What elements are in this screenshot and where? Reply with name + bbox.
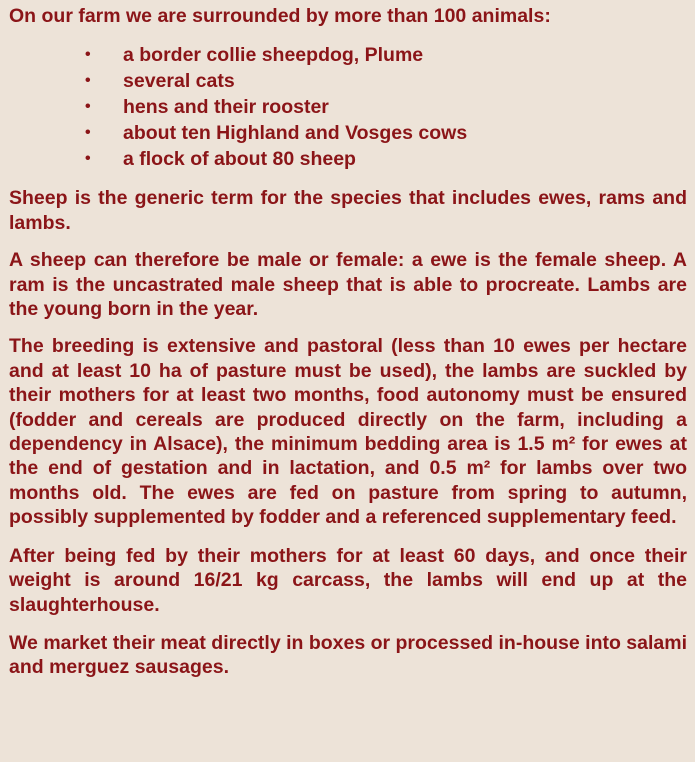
paragraph-slaughter: After being fed by their mothers for at least 60 days, and once their weight is around 16/21 kg carcass, the lambs will end up at the slaughterhouse. — [9, 544, 687, 616]
paragraph-marketing: We market their meat directly in boxes or processed in-house into salami and merguez sausages. — [9, 631, 688, 679]
paragraph-breeding: The breeding is extensive and pastoral (less than 10 ewes per hectare and at least 10 ha of pasture must be used), the lambs are suckled by their mothers for at least two months, food autonomy must be ensured (fodder and cereals are produced directly on the farm, including a dependency in Alsace), the minimum bedding area is 1.5 m² for ewes at the end of gestation and in lactation, and 0.5 m² for lambs over two months old. The ewes are fed on pasture from spring to autumn, possibly supplemented by fodder and a referenced supplementary feed. — [9, 335, 687, 529]
bullet-icon: • — [85, 46, 91, 64]
bullet-icon: • — [85, 72, 91, 90]
intro-text: On our farm we are surrounded by more than 100 animals: — [9, 5, 551, 27]
list-item-text: a border collie sheepdog, Plume — [123, 44, 424, 67]
list-item-text: hens and their rooster — [123, 96, 329, 119]
bullet-icon: • — [85, 98, 91, 116]
list-item-text: about ten Highland and Vosges cows — [123, 122, 468, 145]
list-item-text: several cats — [123, 70, 235, 93]
list-item — [9, 120, 687, 146]
animal-list — [9, 42, 687, 172]
list-item — [9, 42, 687, 68]
bullet-icon: • — [85, 124, 91, 142]
list-item — [9, 94, 687, 120]
list-item — [9, 146, 687, 172]
list-item — [9, 68, 687, 94]
paragraph-sheep-sexes: A sheep can therefore be male or female: a ewe is the female sheep. A ram is the uncastrated male sheep that is able to procreate. Lambs are the young born in the year. — [9, 249, 687, 321]
paragraph-sheep-definition: Sheep is the generic term for the species that includes ewes, rams and lambs. — [9, 187, 687, 234]
list-item-text: a flock of about 80 sheep — [123, 148, 356, 171]
bullet-icon: • — [85, 150, 91, 168]
